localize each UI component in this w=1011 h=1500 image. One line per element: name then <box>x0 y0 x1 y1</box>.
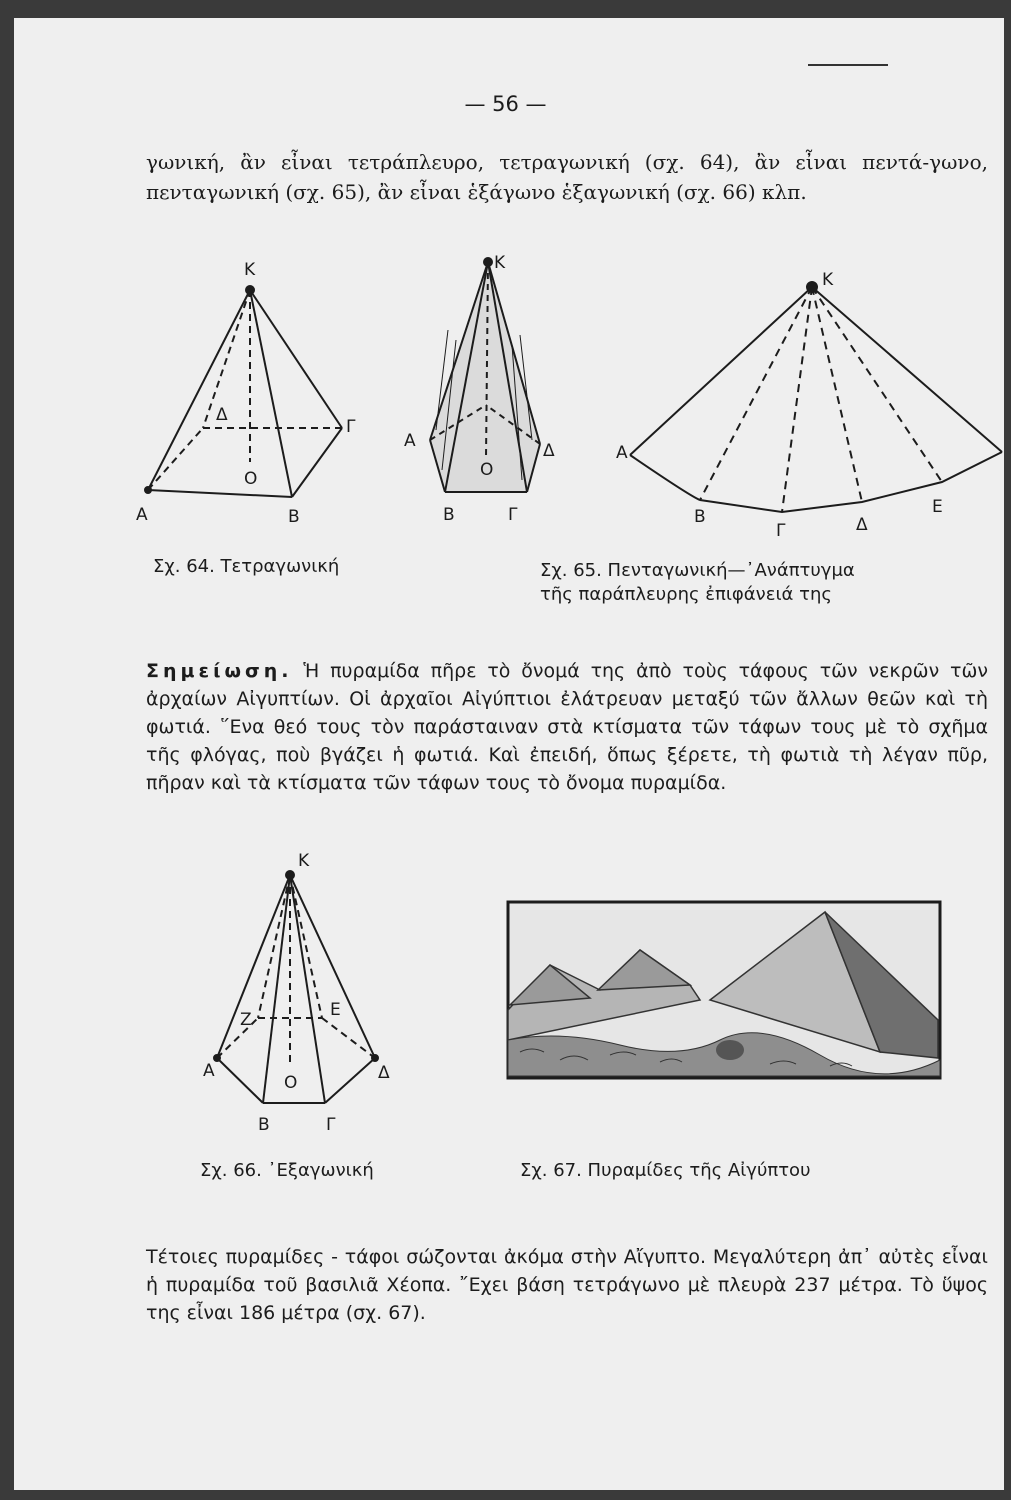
page-number: — 56 — <box>464 92 547 116</box>
figure-65-caption-line2: τῆς παράπλευρης ἐπιφάνειά της <box>540 584 832 605</box>
fig65-label-apex: Κ <box>494 253 506 273</box>
fig65-label-d: Δ <box>543 441 555 461</box>
fig65-net-label-b: Β <box>694 507 706 527</box>
fig65-net-label-d: Δ <box>856 515 868 535</box>
fig66-label-e: Ε <box>330 1000 341 1020</box>
fig66-label-a: Α <box>203 1061 215 1081</box>
fig64-label-a: Α <box>136 505 148 525</box>
fig65-label-a: Α <box>404 431 416 451</box>
closing-paragraph: Τέτοιες πυραμίδες - τάφοι σώζονται ἀκόμα στὴν Αἴγυπτο. Μεγαλύτερη ἀπ᾽ αὐτὲς εἶναι ἡ πυραμίδα τοῦ βασιλιᾶ Χέοπα. ῎Εχει βάση τετράγωνο μὲ πλευρὰ 237 μέτρα. Τὸ ὕψος της εἶναι 186 μέτρα (σχ. 67). <box>146 1246 988 1324</box>
figure-67-egyptian-pyramids-illustration <box>508 902 940 1078</box>
figure-65-caption-line1: Σχ. 65. Πενταγωνική—᾽Ανάπτυγμα <box>540 560 855 581</box>
note-label: Σημείωση. <box>146 660 293 682</box>
fig64-label-o: Ο <box>244 469 258 489</box>
fig66-label-g: Γ <box>326 1115 336 1135</box>
fig64-label-g: Γ <box>346 417 356 437</box>
fig65-net-label-a: Α <box>616 443 628 463</box>
figure-64-caption: Σχ. 64. Τετραγωνική <box>153 556 340 577</box>
fig66-label-d: Δ <box>378 1063 390 1083</box>
fig65-net-label-g: Γ <box>776 521 786 541</box>
fig66-label-apex: Κ <box>298 851 310 871</box>
intro-paragraph: γωνική, ἂν εἶναι τετράπλευρο, τετραγωνική (σχ. 64), ἂν εἶναι πεντά-γωνο, πενταγωνική (σχ. 65), ἂν εἶναι ἑξάγωνο ἑξαγωνική (σχ. 66) κλπ. <box>146 150 988 204</box>
figure-67-caption: Σχ. 67. Πυραμίδες τῆς Αἰγύπτου <box>520 1160 811 1181</box>
fig65-net-label-apex: Κ <box>822 270 834 290</box>
figure-65-pentagonal-pyramid <box>430 258 540 492</box>
note-text: Ἡ πυραμίδα πῆρε τὸ ὄνομά της ἀπὸ τοὺς τάφους τῶν νεκρῶν τῶν ἀρχαίων Αἰγυπτίων. Οἱ ἀρχαῖοι Αἰγύπτιοι ἐλάτρευαν μεταξύ τῶν ἄλλων θεῶν καὶ τὴ φωτιά. ῞Ενα θεό τους τὸν παράσταιναν στὰ κτίσματα τῶν τάφων τους μὲ τὸ σχῆμα τῆς φλόγας, ποὺ βγάζει ἡ φωτιά. Καὶ ἐπειδή, ὅπως ξέρετε, τὴ φωτιὰ τὴ λέγαν πῦρ, πῆραν καὶ τὰ κτίσματα τῶν τάφων τους τὸ ὄνομα πυραμίδα. <box>146 660 988 794</box>
fig65-label-o: Ο <box>480 460 494 480</box>
fig65-label-b: Β <box>443 505 455 525</box>
fig64-label-b: Β <box>288 507 300 527</box>
figure-65-net <box>630 282 1002 512</box>
note-paragraph <box>146 657 988 797</box>
fig66-label-b: Β <box>258 1115 270 1135</box>
figure-66-hexagonal-pyramid <box>214 871 378 1103</box>
fig66-label-o: Ο <box>284 1073 298 1093</box>
figure-66-caption: Σχ. 66. ᾽Εξαγωνική <box>200 1160 374 1181</box>
fig64-label-d: Δ <box>216 405 228 425</box>
fig64-label-apex: Κ <box>244 260 256 280</box>
fig66-label-z: Ζ <box>240 1010 252 1030</box>
fig65-label-g: Γ <box>508 505 518 525</box>
fig65-net-label-e: Ε <box>932 497 943 517</box>
figure-64-square-pyramid <box>145 286 342 497</box>
